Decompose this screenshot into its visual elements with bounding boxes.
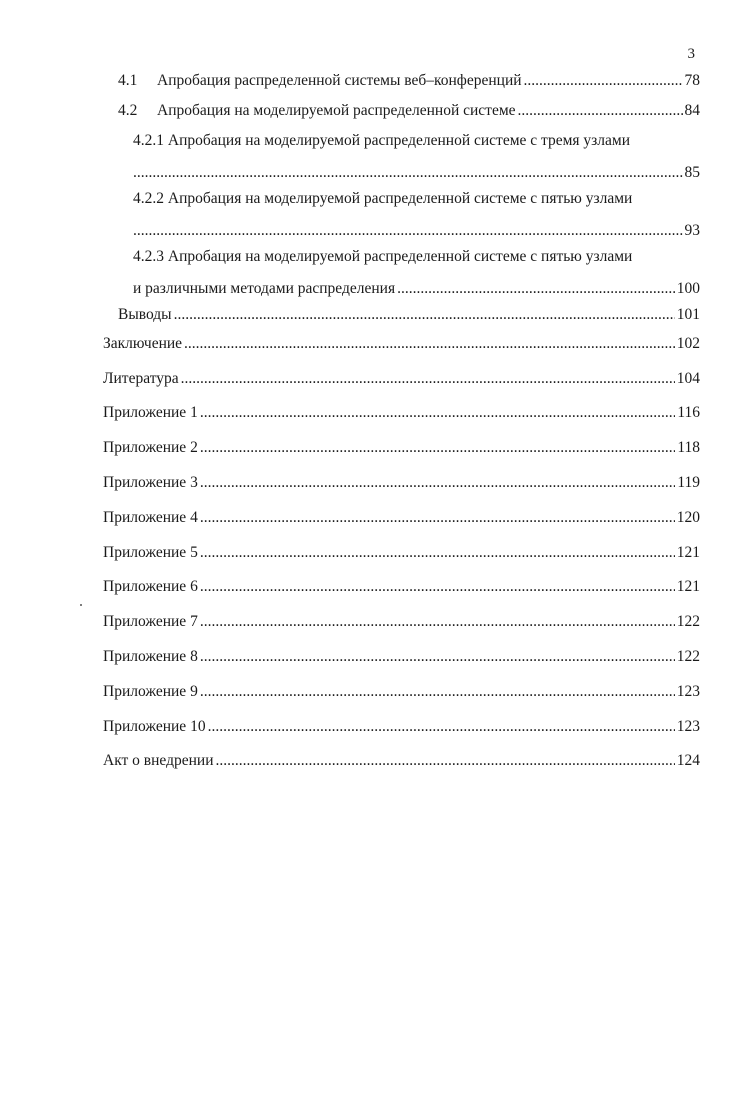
toc-entry-title: Выводы bbox=[118, 306, 172, 323]
toc-entry-page: 85 bbox=[684, 164, 700, 181]
dot-leader bbox=[200, 404, 675, 422]
dot-leader bbox=[200, 578, 675, 596]
toc-entry-page: 93 bbox=[684, 222, 700, 239]
toc-entry-page: 123 bbox=[676, 683, 700, 700]
toc-entry-appendix-6[interactable] bbox=[103, 578, 700, 596]
toc-entry-appendix-7[interactable] bbox=[103, 613, 700, 631]
toc-entry-appendix-5[interactable] bbox=[103, 544, 700, 562]
dot-leader bbox=[133, 164, 683, 182]
toc-entry-title: Приложение 2 bbox=[103, 439, 198, 456]
toc-entry-page: 122 bbox=[676, 648, 700, 665]
toc-entry-4-1[interactable] bbox=[118, 72, 700, 90]
dot-leader bbox=[200, 648, 675, 666]
dot-leader bbox=[215, 752, 674, 770]
toc-entry-4-2-3[interactable] bbox=[133, 248, 700, 298]
dot-leader bbox=[181, 370, 675, 388]
toc-entry-appendix-3[interactable] bbox=[103, 474, 700, 492]
toc-entry-summary[interactable] bbox=[103, 335, 700, 353]
dot-leader bbox=[200, 474, 675, 492]
toc-entry-page: 122 bbox=[676, 613, 700, 630]
toc-entry-page: 120 bbox=[676, 509, 700, 526]
toc-entry-literature[interactable] bbox=[103, 370, 700, 388]
toc-entry-title: Литература bbox=[103, 370, 179, 387]
toc-entry-implementation-act[interactable] bbox=[103, 752, 700, 770]
toc-entry-4-2-1[interactable] bbox=[133, 132, 700, 182]
toc-entry-title: Приложение 5 bbox=[103, 544, 198, 561]
toc-entry-title: Апробация распределенной системы веб–конференций bbox=[157, 72, 522, 89]
toc-entry-number: 4.1 bbox=[118, 72, 138, 89]
toc-entry-page: 119 bbox=[677, 474, 700, 491]
toc-entry-title: Приложение 8 bbox=[103, 648, 198, 665]
scan-speck bbox=[80, 604, 82, 606]
toc-entry-appendix-1[interactable] bbox=[103, 404, 700, 422]
toc-entry-page: 116 bbox=[677, 404, 700, 421]
dot-leader bbox=[133, 222, 683, 240]
dot-leader bbox=[200, 544, 675, 562]
toc-entry-page: 124 bbox=[676, 752, 700, 769]
dot-leader bbox=[184, 335, 675, 353]
dot-leader bbox=[518, 102, 683, 120]
toc-entry-appendix-9[interactable] bbox=[103, 683, 700, 701]
toc-entry-appendix-4[interactable] bbox=[103, 509, 700, 527]
toc-entry-page: 101 bbox=[676, 306, 700, 323]
toc-entry-title: Приложение 10 bbox=[103, 718, 206, 735]
toc-entry-title: Приложение 6 bbox=[103, 578, 198, 595]
toc-entry-page: 123 bbox=[676, 718, 700, 735]
toc-entry-title: Приложение 3 bbox=[103, 474, 198, 491]
toc-entry-title: Приложение 1 bbox=[103, 404, 198, 421]
dot-leader bbox=[200, 509, 675, 527]
toc-entry-title: Приложение 4 bbox=[103, 509, 198, 526]
toc-entry-conclusions[interactable] bbox=[118, 306, 700, 324]
toc-entry-page: 84 bbox=[684, 102, 700, 119]
toc-entry-title: 4.2.2 Апробация на моделируемой распределенной системе с пятью узлами bbox=[133, 190, 633, 207]
dot-leader bbox=[524, 72, 683, 90]
toc-entry-appendix-8[interactable] bbox=[103, 648, 700, 666]
toc-entry-page: 78 bbox=[684, 72, 700, 89]
page-number: 3 bbox=[687, 46, 695, 62]
toc-entry-page: 102 bbox=[676, 335, 700, 352]
dot-leader bbox=[397, 280, 675, 298]
dot-leader bbox=[174, 306, 675, 324]
dot-leader bbox=[208, 718, 675, 736]
toc-entry-title-continued: и различными методами распределения bbox=[133, 280, 396, 297]
toc-entry-title: Приложение 9 bbox=[103, 683, 198, 700]
toc-entry-page: 100 bbox=[676, 280, 700, 297]
toc-entry-page: 118 bbox=[677, 439, 700, 456]
toc-entry-page: 104 bbox=[676, 370, 700, 387]
toc-entry-appendix-2[interactable] bbox=[103, 439, 700, 457]
toc-entry-page: 121 bbox=[676, 544, 700, 561]
toc-entry-4-2[interactable] bbox=[118, 102, 700, 120]
toc-entry-title: 4.2.3 Апробация на моделируемой распределенной системе с пятью узлами bbox=[133, 248, 633, 265]
dot-leader bbox=[200, 613, 675, 631]
toc-entry-title: Акт о внедрении bbox=[103, 752, 214, 769]
toc-entry-page: 121 bbox=[676, 578, 700, 595]
toc-entry-title: Заключение bbox=[103, 335, 183, 352]
dot-leader bbox=[200, 439, 675, 457]
toc-entry-title: Приложение 7 bbox=[103, 613, 198, 630]
toc-entry-number: 4.2 bbox=[118, 102, 138, 119]
dot-leader bbox=[200, 683, 675, 701]
toc-entry-title: 4.2.1 Апробация на моделируемой распределенной системе с тремя узлами bbox=[133, 132, 631, 149]
toc-entry-title: Апробация на моделируемой распределенной системе bbox=[157, 102, 516, 119]
toc-entry-appendix-10[interactable] bbox=[103, 718, 700, 736]
toc-entry-4-2-2[interactable] bbox=[133, 190, 700, 240]
